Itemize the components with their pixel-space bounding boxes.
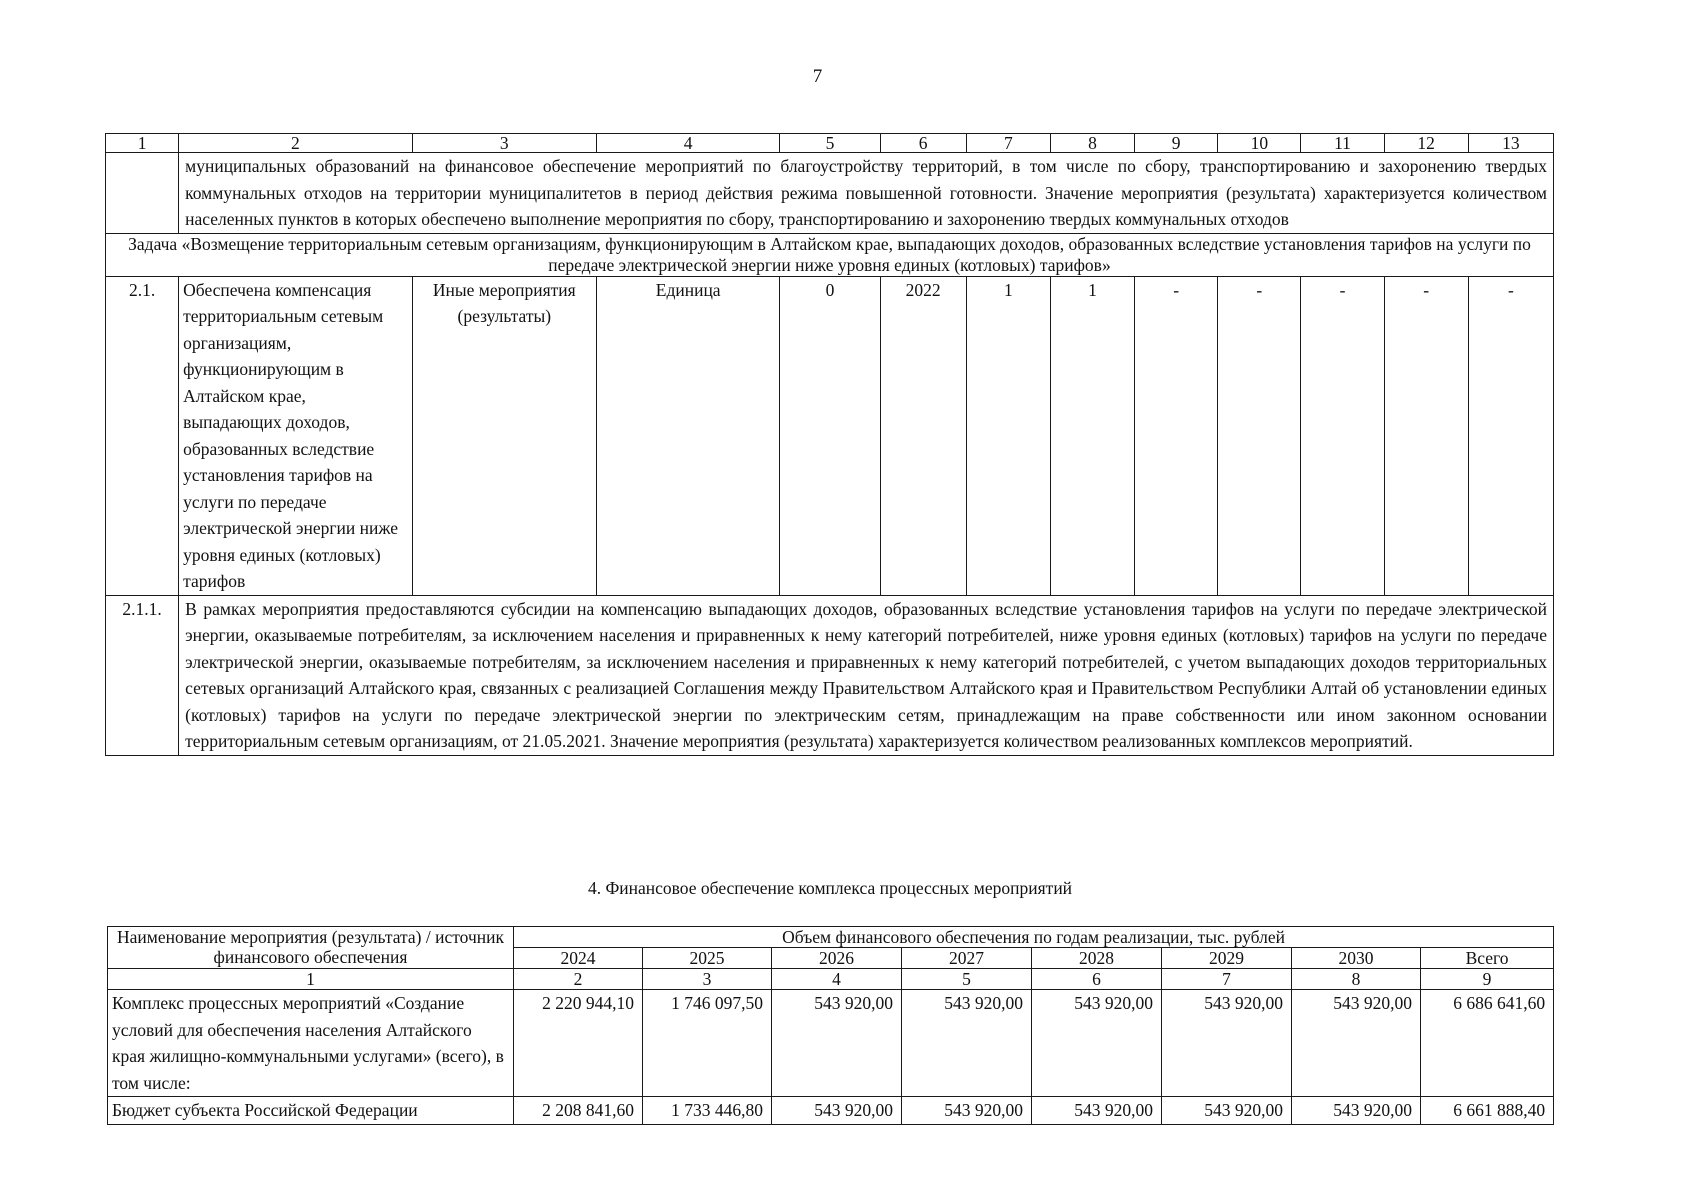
column-number: 5 — [902, 969, 1032, 990]
base-value: 0 — [780, 276, 880, 595]
row-name: Комплекс процессных мероприятий «Создание условий для обеспечения населения Алтайского края жилищно-коммунальными услугами» (всего), в том числе: — [108, 990, 514, 1097]
intro-text: муниципальных образований на финансовое обеспечение мероприятий по благоустройству территорий, в том числе по сбору, транспортированию и захоронению твердых коммунальных отходов на территории муниципалитетов в период действия режима повышенной готовности. Значение мероприятия (результата) характеризуется количеством населенных пунктов в которых обеспечено выполнение мероприятия по сбору, транспортированию и захоронению твердых коммунальных отходов — [179, 153, 1554, 234]
column-number-row — [108, 969, 1554, 990]
header-row — [108, 927, 1554, 948]
total-header: Всего — [1421, 948, 1554, 969]
amount-cell: 543 920,00 — [1032, 990, 1162, 1097]
value-cell: - — [1135, 276, 1218, 595]
column-number: 3 — [643, 969, 772, 990]
base-year: 2022 — [880, 276, 966, 595]
value-cell: - — [1384, 276, 1468, 595]
column-number: 11 — [1301, 134, 1384, 153]
total-cell: 6 686 641,60 — [1421, 990, 1554, 1097]
amount-cell: 1 733 446,80 — [643, 1097, 772, 1125]
year-header: 2024 — [514, 948, 643, 969]
value-cell: 1 — [966, 276, 1050, 595]
column-number: 2 — [179, 134, 412, 153]
row-number: 2.1. — [106, 276, 179, 595]
amount-cell: 543 920,00 — [772, 990, 902, 1097]
column-number: 7 — [966, 134, 1050, 153]
year-header: 2029 — [1162, 948, 1292, 969]
amount-cell: 543 920,00 — [902, 990, 1032, 1097]
column-number: 10 — [1218, 134, 1301, 153]
measure-description: В рамках мероприятия предоставляются субсидии на компенсацию выпадающих доходов, образованных вследствие установления тарифов на услуги по передаче электрической энергии, оказываемые потребителям, за исключением населения и приравненных к нему категорий потребителей, ниже уровня единых (котловых) тарифов на услуги по передаче электрической энергии, оказываемые потребителям, за исключением населения и приравненных к нему категорий потребителей, с учетом выпадающих доходов территориальных сетевых организаций Алтайского края, связанных с реализацией Соглашения между Правительством Алтайского края и Правительством Республики Алтай об установлении единых (котловых) тарифов на услуги по передаче электрической энергии по электрическим сетям, принадлежащим на праве собственности или ином законном основании территориальным сетевым организациям, от 21.05.2021. Значение мероприятия (результата) характеризуется количеством реализованных комплексов мероприятий. — [179, 595, 1554, 755]
column-number: 5 — [780, 134, 880, 153]
value-cell: - — [1301, 276, 1384, 595]
column-number: 2 — [514, 969, 643, 990]
header-volume: Объем финансового обеспечения по годам реализации, тыс. рублей — [514, 927, 1554, 948]
header-name: Наименование мероприятия (результата) / источник финансового обеспечения — [108, 927, 514, 969]
column-number: 7 — [1162, 969, 1292, 990]
table-row — [108, 1097, 1554, 1125]
year-header: 2026 — [772, 948, 902, 969]
value-cell: - — [1218, 276, 1301, 595]
amount-cell: 543 920,00 — [1292, 1097, 1421, 1125]
year-header: 2025 — [643, 948, 772, 969]
amount-cell: 543 920,00 — [772, 1097, 902, 1125]
year-header: 2028 — [1032, 948, 1162, 969]
total-cell: 6 661 888,40 — [1421, 1097, 1554, 1125]
amount-cell: 543 920,00 — [1162, 990, 1292, 1097]
column-number: 4 — [596, 134, 779, 153]
column-number: 8 — [1050, 134, 1134, 153]
column-number: 4 — [772, 969, 902, 990]
unit: Единица — [596, 276, 779, 595]
column-number: 1 — [106, 134, 179, 153]
indicators-table — [105, 133, 1554, 756]
column-number: 13 — [1468, 134, 1553, 153]
table-row — [106, 276, 1554, 595]
column-number: 3 — [412, 134, 596, 153]
table-row — [106, 595, 1554, 755]
section-title: 4. Финансовое обеспечение комплекса процессных мероприятий — [587, 878, 1073, 898]
amount-cell: 2 208 841,60 — [514, 1097, 643, 1125]
finance-table — [107, 926, 1554, 1125]
year-header: 2030 — [1292, 948, 1421, 969]
year-header: 2027 — [902, 948, 1032, 969]
value-cell: 1 — [1050, 276, 1134, 595]
task-row — [106, 233, 1554, 276]
measure-type: Иные мероприятия (результаты) — [412, 276, 596, 595]
column-number: 9 — [1135, 134, 1218, 153]
amount-cell: 543 920,00 — [902, 1097, 1032, 1125]
amount-cell: 543 920,00 — [1292, 990, 1421, 1097]
amount-cell: 543 920,00 — [1162, 1097, 1292, 1125]
amount-cell: 1 746 097,50 — [643, 990, 772, 1097]
intro-row — [106, 153, 1554, 234]
column-number-row — [106, 134, 1554, 153]
row-number: 2.1.1. — [106, 595, 179, 755]
table-row — [108, 990, 1554, 1097]
amount-cell: 543 920,00 — [1032, 1097, 1162, 1125]
measure-name: Обеспечена компенсация территориальным сетевым организациям, функционирующим в Алтайском крае, выпадающих доходов, образованных вследствие установления тарифов на услуги по передаче электрической энергии ниже уровня единых (котловых) тарифов — [179, 276, 412, 595]
column-number: 6 — [880, 134, 966, 153]
value-cell: - — [1468, 276, 1553, 595]
page-number: 7 — [812, 66, 823, 87]
column-number: 1 — [108, 969, 514, 990]
row-name: Бюджет субъекта Российской Федерации — [108, 1097, 514, 1125]
column-number: 9 — [1421, 969, 1554, 990]
column-number: 12 — [1384, 134, 1468, 153]
empty-cell — [106, 153, 179, 234]
task-text: Задача «Возмещение территориальным сетевым организациям, функционирующим в Алтайском крае, выпадающих доходов, образованных вследствие установления тарифов на услуги по передаче электрической энергии ниже уровня единых (котловых) тарифов» — [106, 233, 1554, 276]
amount-cell: 2 220 944,10 — [514, 990, 643, 1097]
column-number: 8 — [1292, 969, 1421, 990]
column-number: 6 — [1032, 969, 1162, 990]
